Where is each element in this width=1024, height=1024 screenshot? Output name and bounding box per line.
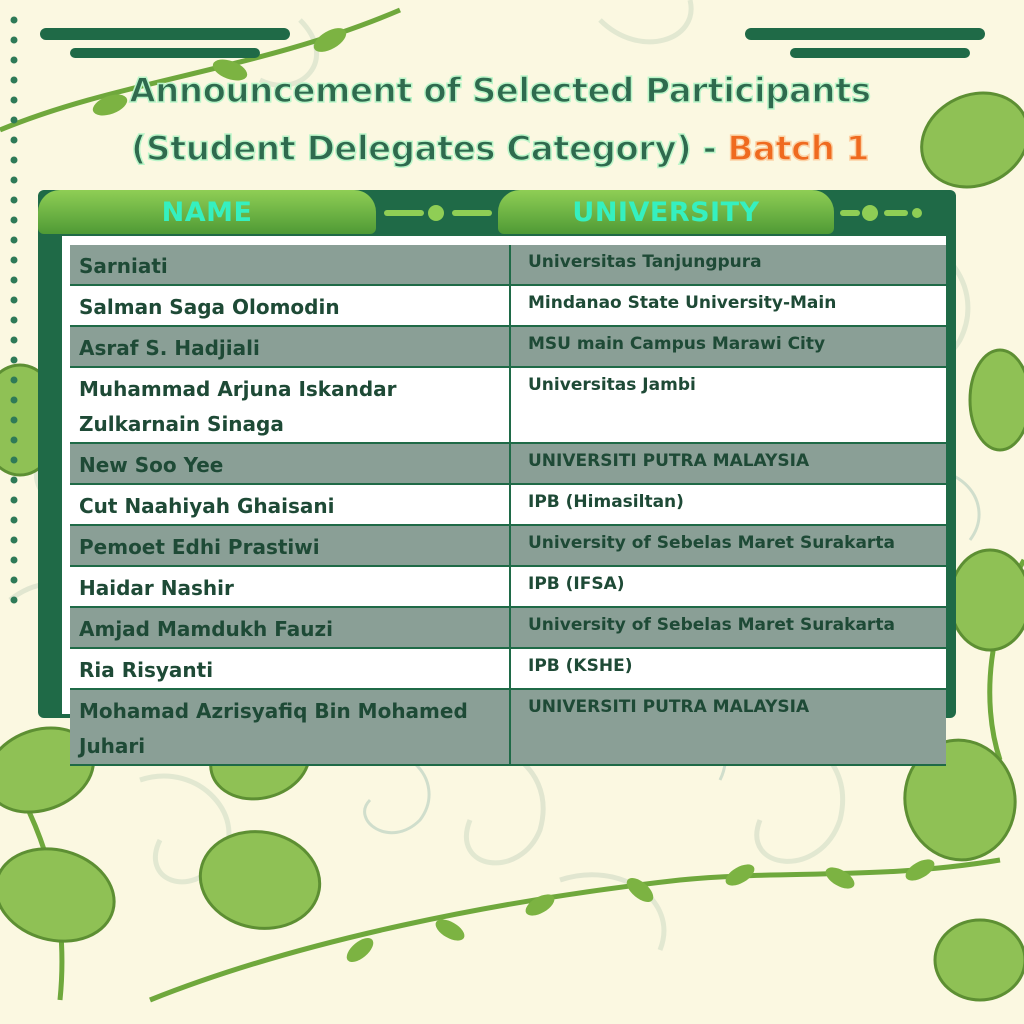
table-row <box>70 525 946 566</box>
header-decoration <box>884 210 908 216</box>
participant-university: UNIVERSITI PUTRA MALAYSIA <box>510 689 946 765</box>
table-row <box>70 607 946 648</box>
header-decoration-dot <box>862 205 878 221</box>
participant-university: Universitas Jambi <box>510 367 946 443</box>
participants-table <box>70 245 946 766</box>
participant-name: Salman Saga Olomodin <box>70 285 510 326</box>
participant-university: University of Sebelas Maret Surakarta <box>510 607 946 648</box>
batch-label: Batch 1 <box>727 129 869 169</box>
participant-university: IPB (KSHE) <box>510 648 946 689</box>
header-decoration <box>384 210 424 216</box>
title-line-2-text: (Student Delegates Category) - <box>131 129 728 169</box>
table-row <box>70 285 946 326</box>
title-line-2 <box>0 120 1000 178</box>
header-decoration-dot <box>428 205 444 221</box>
participant-university: MSU main Campus Marawi City <box>510 326 946 367</box>
table-row <box>70 566 946 607</box>
title-line-1: Announcement of Selected Participants <box>129 71 871 111</box>
table-row <box>70 689 946 765</box>
table-row <box>70 443 946 484</box>
participant-name: New Soo Yee <box>70 443 510 484</box>
table-row <box>70 367 946 443</box>
table-row <box>70 484 946 525</box>
participant-university: IPB (IFSA) <box>510 566 946 607</box>
participant-university: Universitas Tanjungpura <box>510 245 946 285</box>
column-header-name: NAME <box>38 190 376 234</box>
participant-name: Amjad Mamdukh Fauzi <box>70 607 510 648</box>
participant-name: Pemoet Edhi Prastiwi <box>70 525 510 566</box>
table-row <box>70 648 946 689</box>
participant-university: Mindanao State University-Main <box>510 285 946 326</box>
header-decoration-dot <box>912 208 922 218</box>
table-row <box>70 245 946 285</box>
participant-university: UNIVERSITI PUTRA MALAYSIA <box>510 443 946 484</box>
column-header-university: UNIVERSITY <box>498 190 834 234</box>
header-decoration <box>452 210 492 216</box>
participant-name: Sarniati <box>70 245 510 285</box>
participant-name: Muhammad Arjuna Iskandar Zulkarnain Sinaga <box>70 367 510 443</box>
participant-name: Cut Naahiyah Ghaisani <box>70 484 510 525</box>
participant-university: IPB (Himasiltan) <box>510 484 946 525</box>
participant-name: Asraf S. Hadjiali <box>70 326 510 367</box>
table-row <box>70 326 946 367</box>
header-decoration <box>840 210 860 216</box>
participant-name: Haidar Nashir <box>70 566 510 607</box>
participant-name: Mohamad Azrisyafiq Bin Mohamed Juhari <box>70 689 510 765</box>
participant-university: University of Sebelas Maret Surakarta <box>510 525 946 566</box>
participant-name: Ria Risyanti <box>70 648 510 689</box>
announcement-title <box>0 62 1000 178</box>
